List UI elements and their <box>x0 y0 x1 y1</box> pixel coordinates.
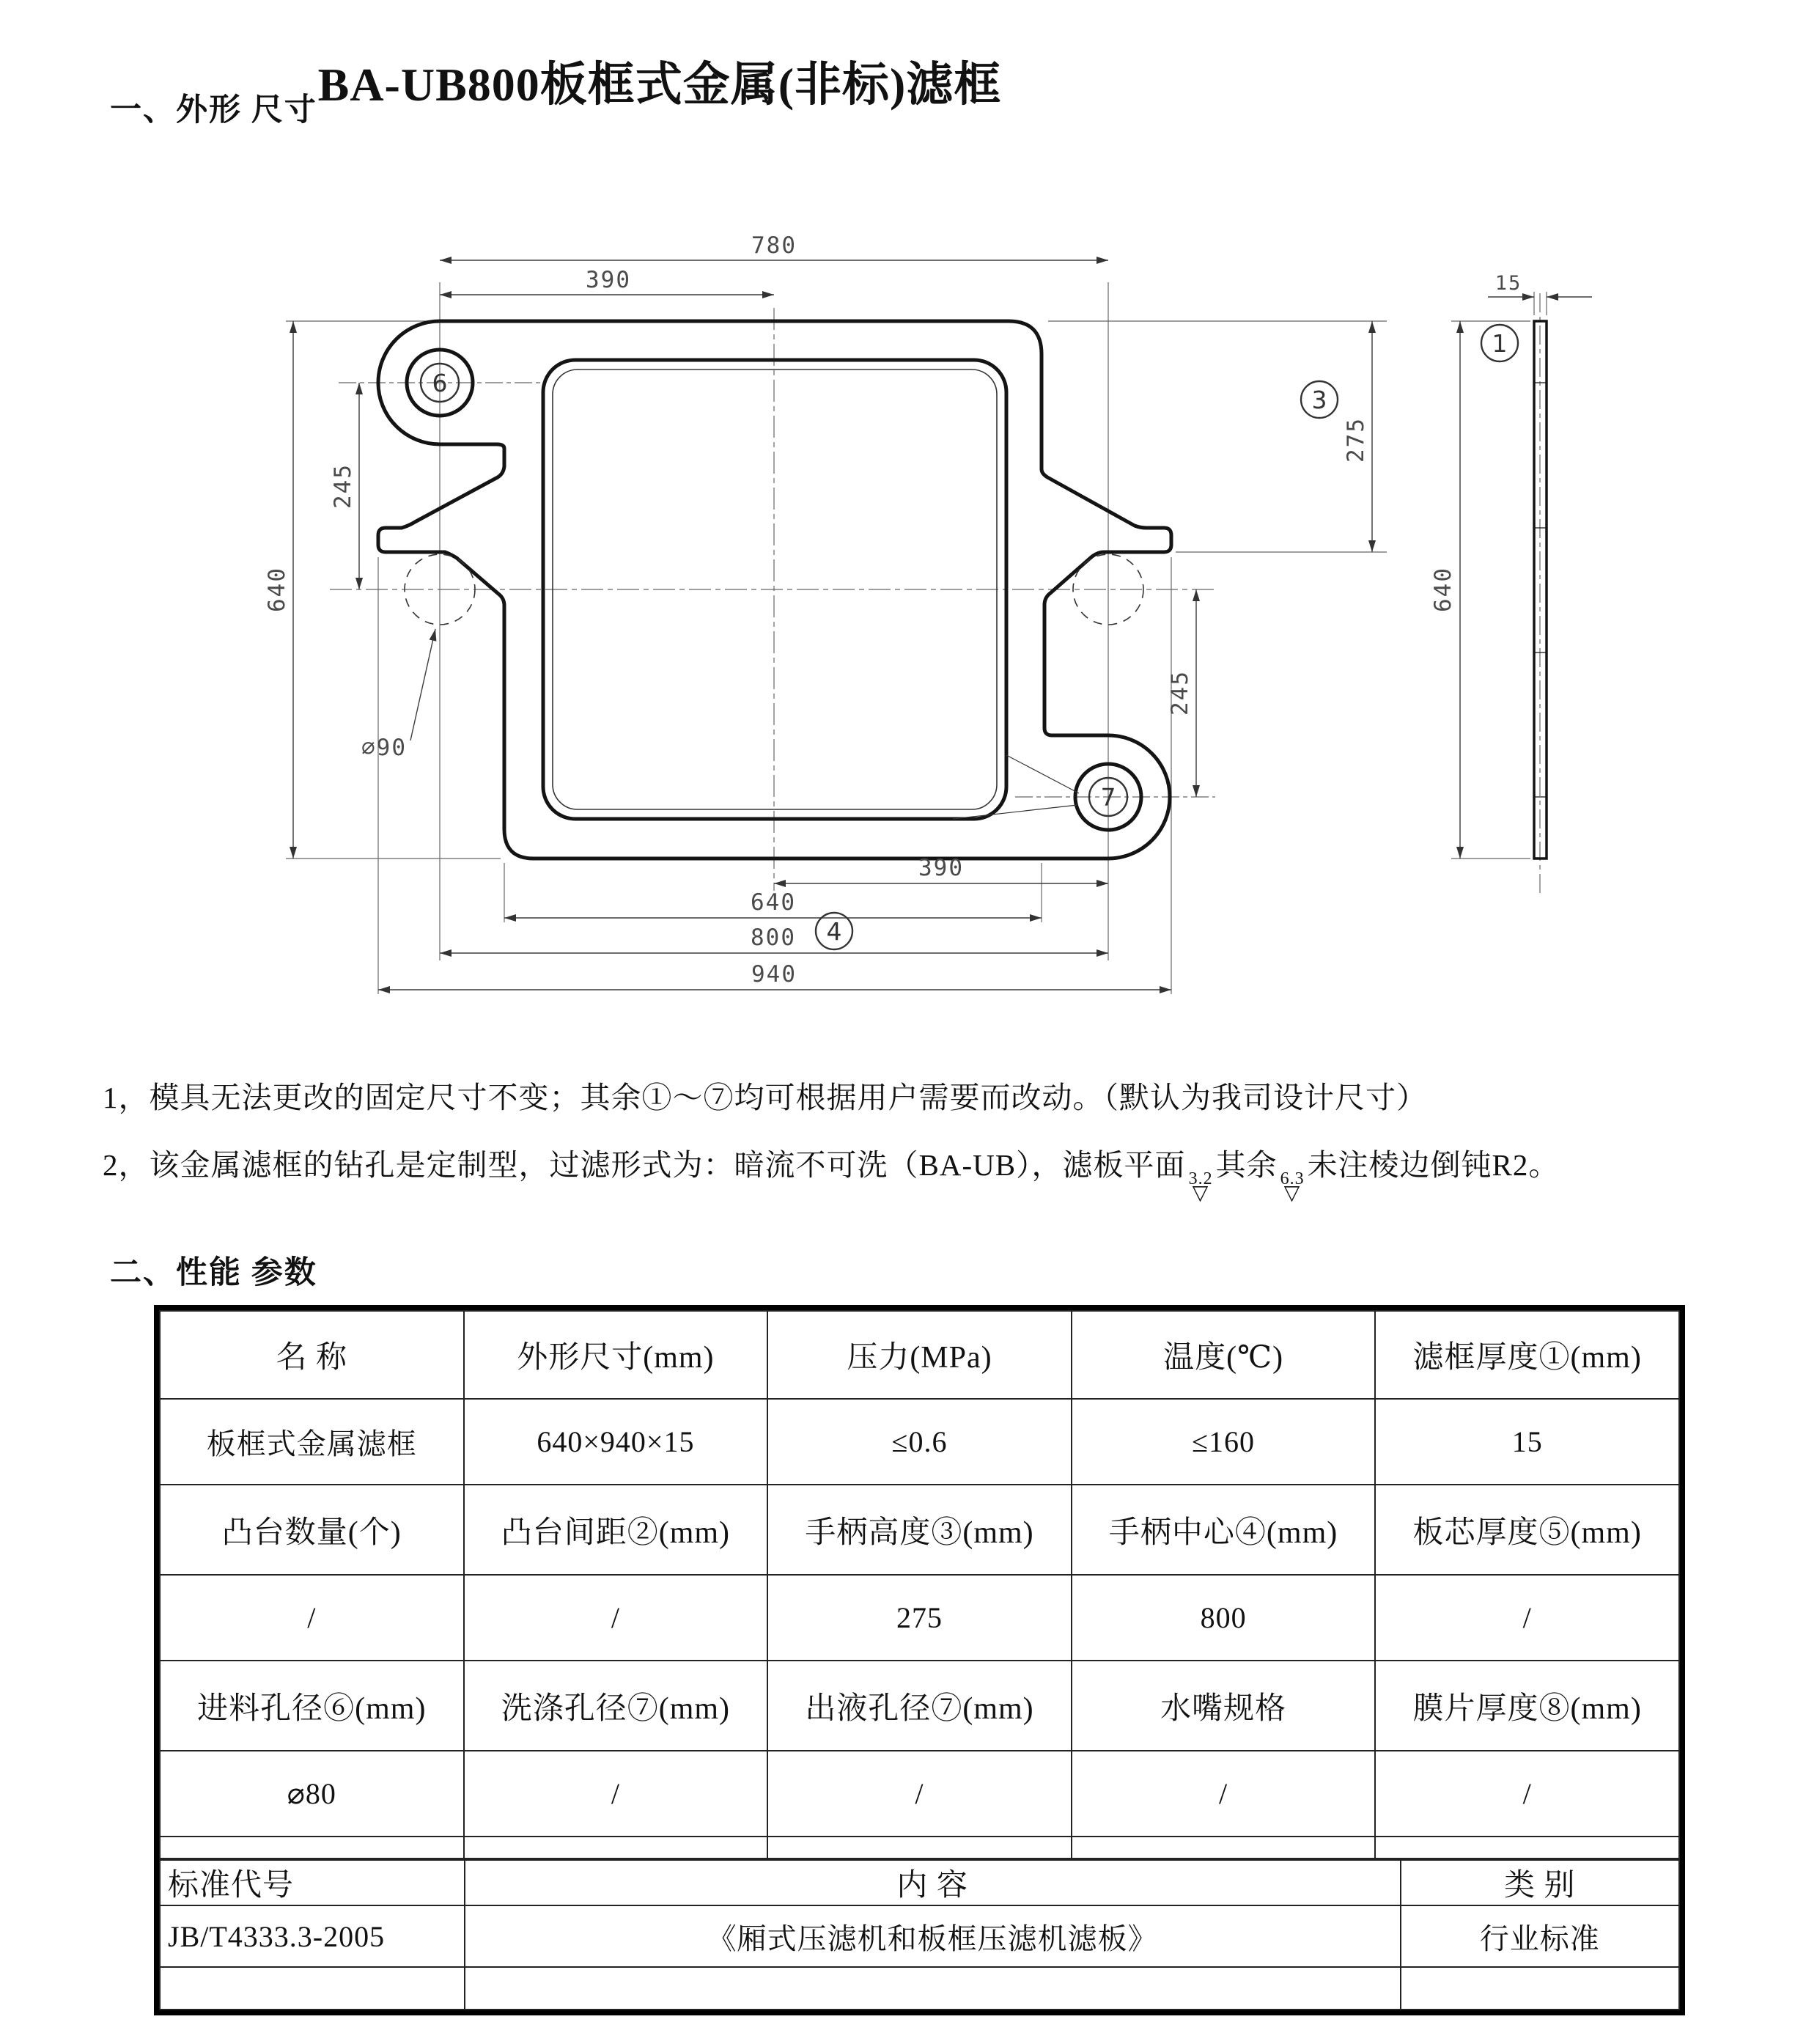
page-title: BA-UB800板框式金属(非标)滤框 <box>317 59 1002 111</box>
table-cell: / <box>1072 1751 1376 1837</box>
balloon-4: 4 <box>826 917 842 946</box>
table-cell: 水嘴规格 <box>1072 1661 1376 1751</box>
table-cell: 凸台间距②(mm) <box>464 1485 768 1575</box>
dimension-texts <box>264 232 1522 988</box>
table-row <box>160 1967 1679 2010</box>
roughness-symbol-6-3: 6.3 ▽ <box>1280 1169 1305 1205</box>
table-cell: 板芯厚度⑤(mm) <box>1375 1485 1679 1575</box>
extension-lines <box>286 282 1547 994</box>
table-cell: 640×940×15 <box>464 1399 768 1485</box>
dim-245-right: 245 <box>1167 670 1193 716</box>
roughness-symbol-3-2: 3.2 ▽ <box>1188 1169 1213 1205</box>
table-cell: / <box>464 1575 768 1661</box>
leader-line <box>953 805 1077 819</box>
dim-15-side: 15 <box>1494 272 1522 295</box>
table-row <box>160 1860 1679 1905</box>
table-cell: 温度(℃) <box>1072 1311 1376 1399</box>
table-cell: ≤0.6 <box>767 1399 1072 1485</box>
table-cell: / <box>1375 1751 1679 1837</box>
table-cell: 洗涤孔径⑦(mm) <box>464 1661 768 1751</box>
table-cell: 膜片厚度⑧(mm) <box>1375 1661 1679 1751</box>
table-row <box>160 1311 1679 1399</box>
dim-940-bottom: 940 <box>751 961 797 988</box>
dim-390-bottom: 390 <box>918 855 964 881</box>
table-cell: 滤框厚度①(mm) <box>1375 1311 1679 1399</box>
table-cell: / <box>160 1575 464 1661</box>
table-cell: 板框式金属滤框 <box>160 1399 464 1485</box>
table-cell: 进料孔径⑥(mm) <box>160 1661 464 1751</box>
table-row <box>160 1399 1679 1485</box>
dim-640-left: 640 <box>264 567 290 612</box>
table-cell: 行业标准 <box>1401 1905 1679 1967</box>
table-row <box>160 1575 1679 1661</box>
dia90-leader <box>410 629 435 740</box>
dim-275-right: 275 <box>1343 417 1369 463</box>
table-cell: / <box>464 1751 768 1837</box>
table-cell <box>1401 1967 1679 2010</box>
dim-640-bottom: 640 <box>751 889 796 916</box>
table-cell: 275 <box>767 1575 1072 1661</box>
note-line-2-text: 2，该金属滤框的钻孔是定制型，过滤形式为：暗流不可洗（BA-UB），滤板平面 <box>103 1148 1186 1182</box>
dim-245-left: 245 <box>330 463 356 509</box>
table-cell: 手柄高度③(mm) <box>767 1485 1072 1575</box>
dim-390-top: 390 <box>586 267 631 293</box>
table-cell: / <box>1375 1575 1679 1661</box>
section-2-heading: 二、性能 参数 <box>110 1256 317 1290</box>
parameter-grid <box>159 1310 1680 1859</box>
note-line-1: 1，模具无法更改的固定尺寸不变；其余①～⑦均可根据用户需要而改动。（默认为我司设计尺寸） <box>103 1081 1427 1114</box>
table-cell: 手柄中心④(mm) <box>1072 1485 1376 1575</box>
balloon-6: 6 <box>432 369 448 397</box>
table-cell: 凸台数量(个) <box>160 1485 464 1575</box>
table-cell <box>160 1967 465 2010</box>
table-cell: ⌀80 <box>160 1751 464 1837</box>
dim-800-bottom: 800 <box>751 924 796 951</box>
table-cell: 出液孔径⑦(mm) <box>767 1661 1072 1751</box>
leader-line <box>1006 755 1079 793</box>
balloon-7: 7 <box>1100 783 1116 812</box>
dim-dia90: ⌀90 <box>361 735 407 761</box>
table-row <box>160 1905 1679 1967</box>
table-row <box>160 1751 1679 1837</box>
table-cell: 外形尺寸(mm) <box>464 1311 768 1399</box>
dim-640-side: 640 <box>1430 567 1456 612</box>
table-row <box>160 1661 1679 1751</box>
note-line-2: 2，该金属滤框的钻孔是定制型，过滤形式为：暗流不可洗（BA-UB），滤板平面 3.2 ▽ 其余 6.3 ▽ 未注棱边倒钝R2。 <box>103 1148 1560 1205</box>
section-1-heading: 一、外形 尺寸 <box>110 93 317 128</box>
standard-reference-grid <box>159 1859 1680 2010</box>
table-cell <box>465 1967 1401 2010</box>
table-cell: 内 容 <box>465 1860 1401 1905</box>
dim-780: 780 <box>751 232 797 259</box>
table-cell: 类 别 <box>1401 1860 1679 1905</box>
table-cell: JB/T4333.3-2005 <box>160 1905 465 1967</box>
table-cell: 压力(MPa) <box>767 1311 1072 1399</box>
balloon-1: 1 <box>1492 329 1508 358</box>
performance-parameter-table <box>154 1305 1685 2015</box>
table-row <box>160 1485 1679 1575</box>
table-cell: / <box>767 1751 1072 1837</box>
table-cell: 《厢式压滤机和板框压滤机滤板》 <box>465 1905 1401 1967</box>
table-cell: 名 称 <box>160 1311 464 1399</box>
table-spacer-row <box>160 1837 1679 1859</box>
balloon-3: 3 <box>1311 386 1327 414</box>
table-cell: ≤160 <box>1072 1399 1376 1485</box>
table-cell: 标准代号 <box>160 1860 465 1905</box>
table-cell: 800 <box>1072 1575 1376 1661</box>
table-cell: 15 <box>1375 1399 1679 1485</box>
